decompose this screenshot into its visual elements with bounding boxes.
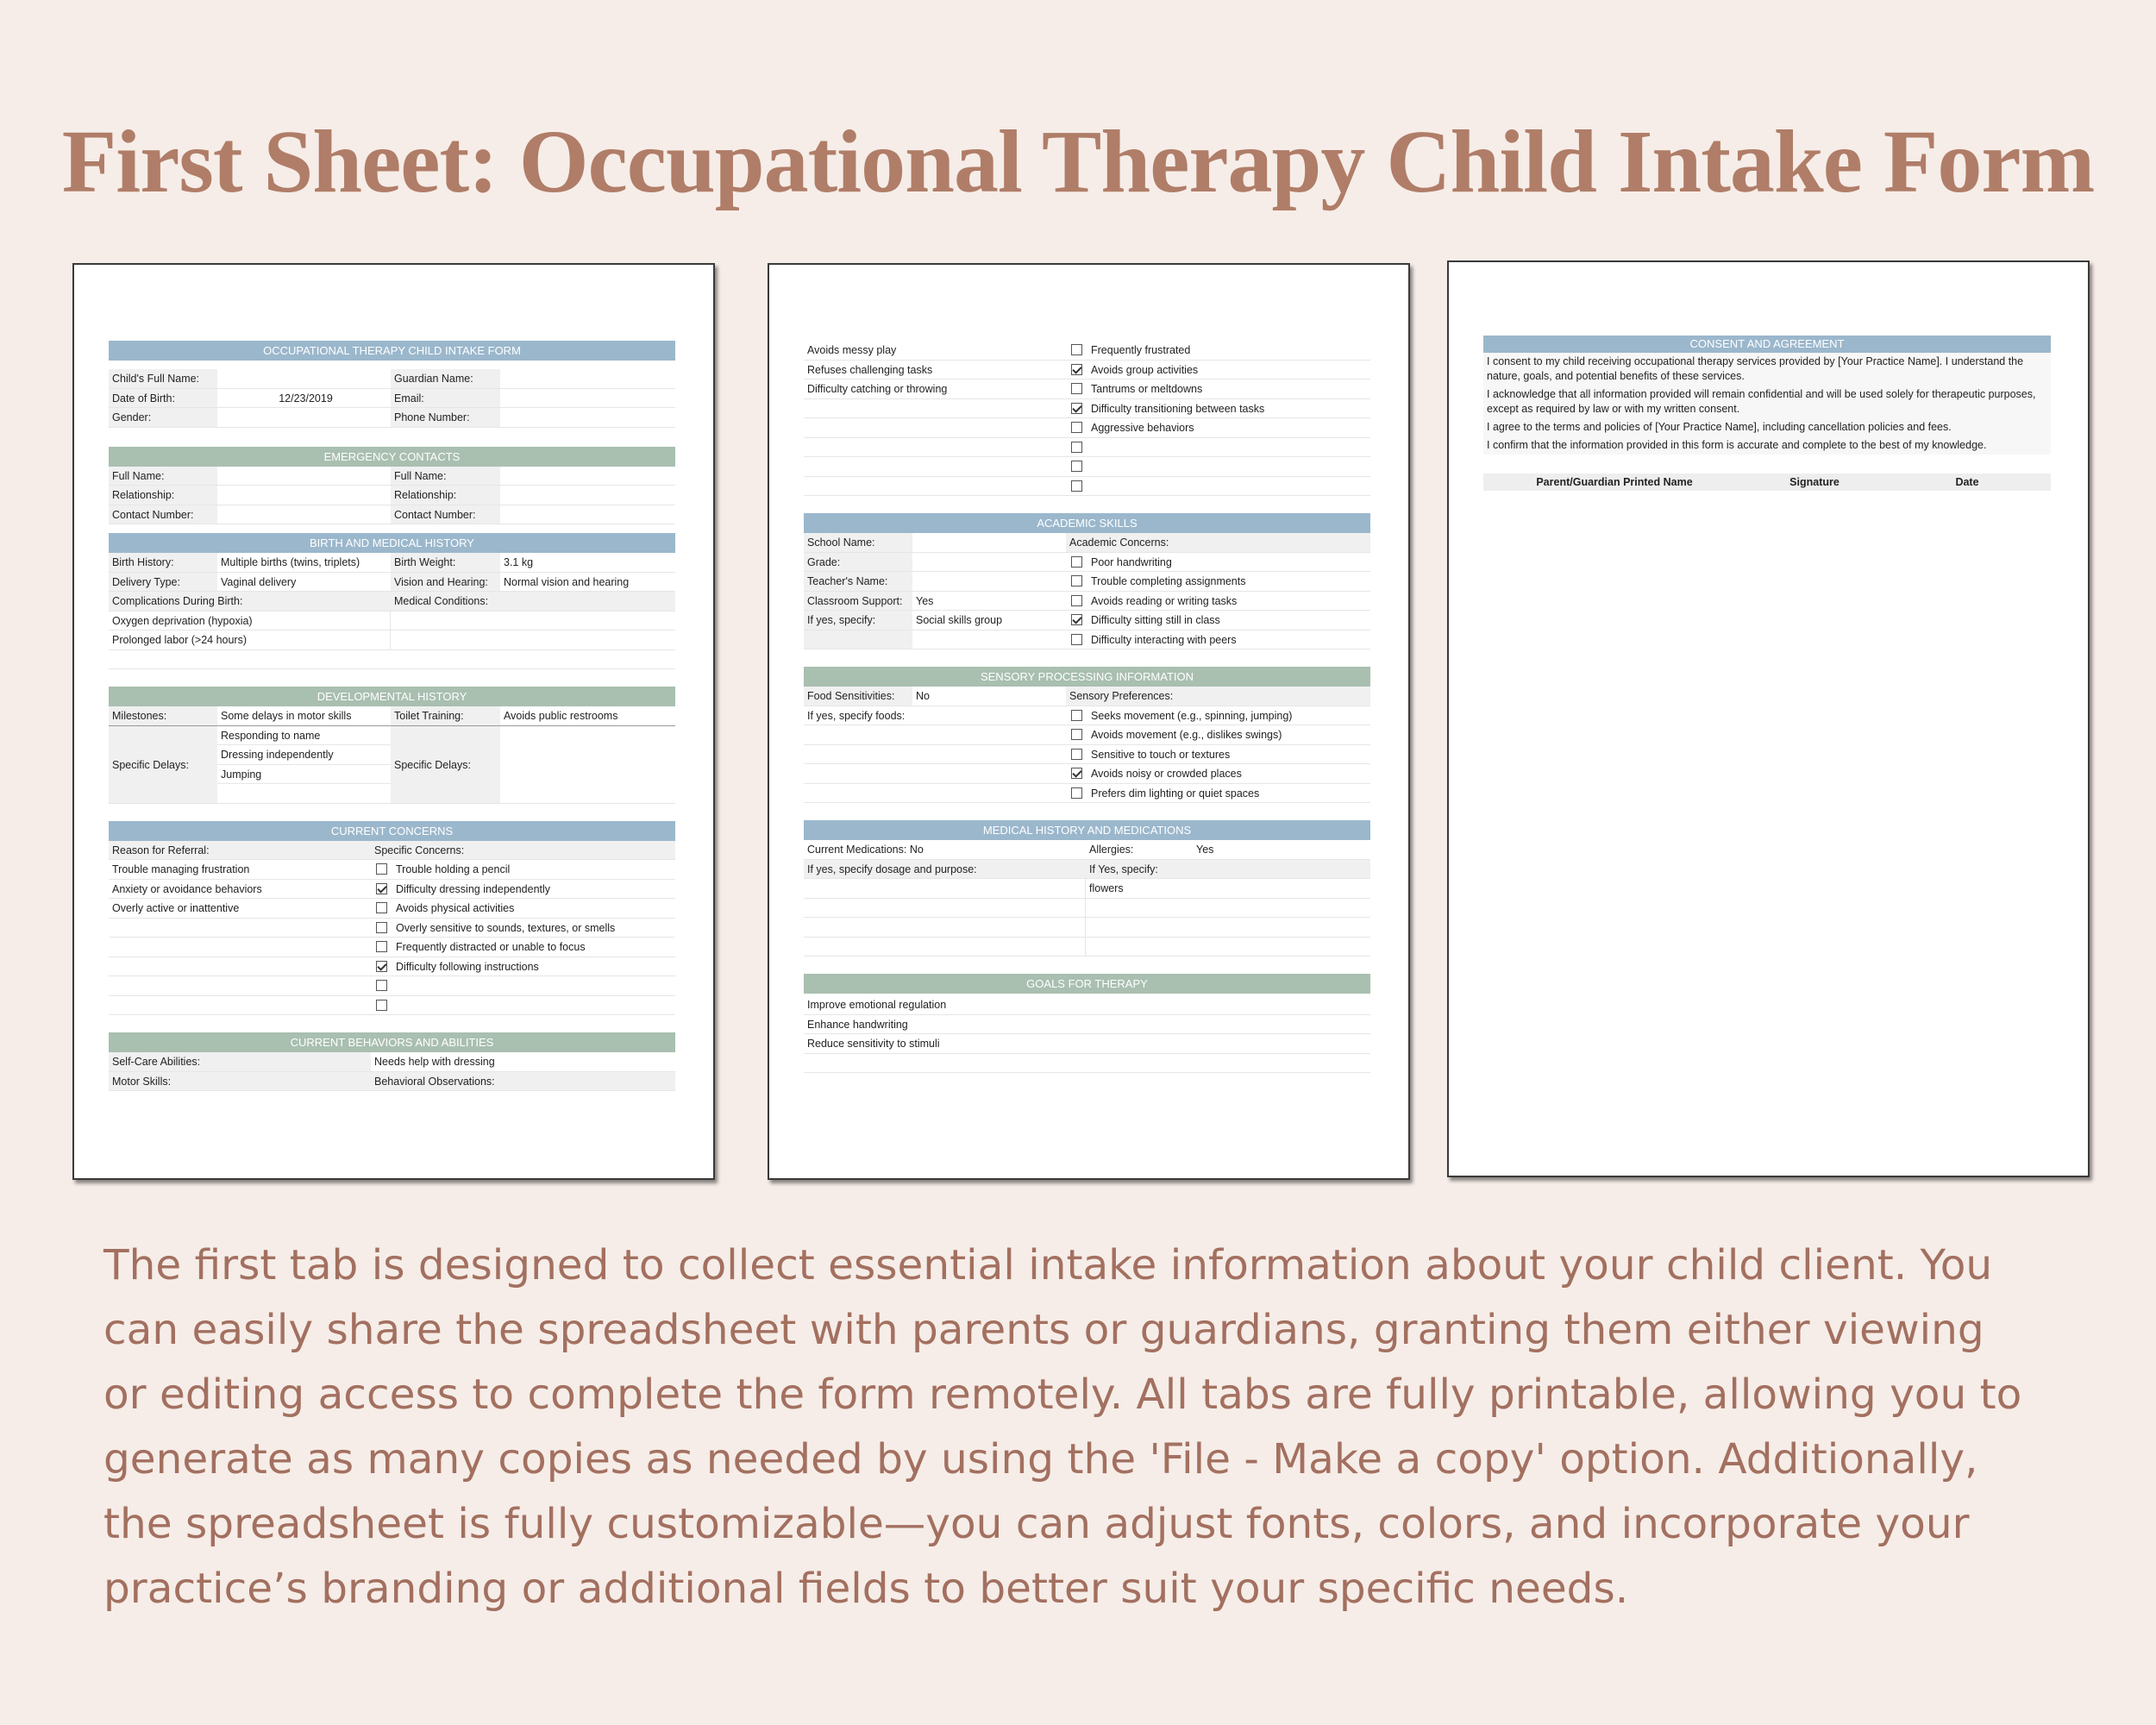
field-value[interactable]: [912, 630, 1066, 649]
complications-label: Complications During Birth:: [109, 592, 391, 611]
concern-checkbox-item: [371, 899, 675, 918]
allergies-value: Yes: [1196, 844, 1214, 856]
sensory-checkbox-item: [1066, 745, 1370, 764]
field-label: Birth Weight:: [391, 553, 500, 572]
checkbox[interactable]: [1071, 710, 1082, 721]
sensory-row: [804, 784, 1370, 804]
checkbox[interactable]: [1071, 595, 1082, 606]
sig-date-header: Date: [1955, 476, 1979, 488]
field-label: Date of Birth:: [109, 389, 217, 408]
checkbox-label: Aggressive behaviors: [1091, 422, 1194, 434]
behavior-item: [804, 418, 1066, 437]
behavior-checkbox-item: [1066, 438, 1370, 457]
allergy-specify-label: If Yes, specify:: [1089, 862, 1158, 875]
goal-row: [804, 1054, 1370, 1074]
description-line: can easily share the spreadsheet with parents or guardians, granting them either viewing: [103, 1306, 1984, 1354]
field-label: If yes, specify foods:: [807, 709, 906, 722]
behavior-row: [804, 477, 1370, 497]
goal-row: [804, 1034, 1370, 1054]
field-value[interactable]: [217, 408, 391, 427]
referral-item: [109, 938, 371, 957]
concern-row: [109, 919, 675, 938]
checkbox[interactable]: [1071, 442, 1082, 453]
checkbox[interactable]: [1071, 364, 1082, 375]
list-item: Oxygen deprivation (hypoxia): [109, 612, 391, 630]
field-value[interactable]: No: [916, 690, 930, 702]
concern-row: [109, 899, 675, 919]
meds-label: Current Medications:: [807, 844, 907, 856]
field-value[interactable]: [217, 505, 391, 524]
meds-value: No: [909, 844, 924, 856]
checkbox-label: Trouble holding a pencil: [396, 863, 511, 875]
checkbox[interactable]: [376, 980, 387, 991]
concern-row: [109, 996, 675, 1016]
behavior-row: [804, 380, 1370, 399]
concern-row: [109, 860, 675, 880]
academic-checkbox-item: [1066, 572, 1370, 591]
field-value[interactable]: Multiple births (twins, triplets): [221, 556, 360, 568]
milestones-row: [109, 706, 675, 726]
field-label: Phone Number:: [391, 408, 500, 427]
academic-checkbox-item: [1066, 611, 1370, 630]
academic-row: [804, 611, 1370, 630]
behavioral-label: Behavioral Observations:: [371, 1072, 675, 1091]
academic-checkbox-item: [1066, 630, 1370, 649]
specific-concerns-label: Specific Concerns:: [371, 841, 675, 860]
checkbox-label: Frequently distracted or unable to focus: [396, 941, 586, 953]
description-line: the spreadsheet is fully customizable—you can adjust fonts, colors, and incorporate your: [103, 1500, 1970, 1548]
concern-checkbox-item: [371, 938, 675, 957]
list-item: Prolonged labor (>24 hours): [109, 630, 391, 649]
milestones-label: Milestones:: [109, 706, 217, 725]
behavior-checkbox-item: [1066, 380, 1370, 398]
behavior-item: Refuses challenging tasks: [807, 363, 933, 376]
description-line: The first tab is designed to collect essential intake information about your child client. You: [103, 1241, 1993, 1289]
child-info-row: [109, 369, 675, 389]
academic-row: [804, 592, 1370, 612]
field-label: Contact Number:: [391, 505, 500, 524]
sensory-row: [804, 745, 1370, 765]
concern-checkbox-item: [371, 996, 675, 1015]
checkbox-label: Trouble completing assignments: [1091, 575, 1246, 587]
concern-checkbox-item: [371, 860, 675, 879]
behavior-item: [804, 399, 1066, 418]
allergy-specify-value: flowers: [1089, 882, 1124, 894]
field-label: Full Name:: [109, 467, 217, 486]
description-line: or editing access to complete the form remotely. All tabs are fully printable, allowing you to: [103, 1371, 2022, 1419]
delay-item: Dressing independently: [217, 745, 391, 765]
field-value[interactable]: [912, 572, 1066, 591]
dosage-label: If yes, specify dosage and purpose:: [807, 862, 977, 875]
field-value[interactable]: [912, 533, 1066, 552]
academic-checkbox-item: [1066, 553, 1370, 572]
concern-checkbox-item: [371, 919, 675, 938]
complication-row: [109, 630, 675, 650]
field-label: Vision and Hearing:: [391, 573, 500, 592]
field-value[interactable]: [500, 486, 675, 505]
field-label: Classroom Support:: [804, 592, 912, 611]
checkbox[interactable]: [376, 941, 387, 952]
checkbox-label: Seeks movement (e.g., spinning, jumping): [1091, 709, 1293, 722]
specific-delays-block: [109, 726, 675, 804]
checkbox[interactable]: [1071, 461, 1082, 472]
cell: [804, 725, 1066, 744]
behavior-checkbox-item: [1066, 457, 1370, 476]
medical-conditions-label: Medical Conditions:: [391, 592, 675, 611]
sensory-row: [804, 725, 1370, 745]
sig-signature-header: Signature: [1789, 476, 1839, 488]
field-label: Gender:: [109, 408, 217, 427]
referral-item: [109, 996, 371, 1015]
sensory-preferences-label: Sensory Preferences:: [1066, 687, 1370, 706]
field-label: Birth History:: [109, 553, 217, 572]
concerns-header-row: [109, 841, 675, 861]
cell: [391, 630, 675, 649]
child-info-row: [109, 389, 675, 409]
field-label: Contact Number:: [109, 505, 217, 524]
child-info-row: [109, 408, 675, 428]
checkbox[interactable]: [1071, 383, 1082, 394]
field-value[interactable]: [217, 486, 391, 505]
meds-cell: [804, 840, 1086, 859]
field-label: Food Sensitivities:: [804, 687, 912, 706]
section-header-concerns: CURRENT CONCERNS: [109, 821, 675, 841]
referral-item: Trouble managing frustration: [112, 863, 250, 875]
sensory-row: [804, 706, 1370, 726]
goal-item: Enhance handwriting: [807, 1018, 908, 1031]
checkbox-label: Avoids group activities: [1091, 363, 1199, 376]
intake-form-page-2: [804, 341, 1370, 1073]
emergency-row: [109, 467, 675, 486]
referral-item: Anxiety or avoidance behaviors: [112, 882, 262, 895]
concern-row: [109, 976, 675, 996]
section-header-developmental: DEVELOPMENTAL HISTORY: [109, 687, 675, 706]
consent-statement: I consent to my child receiving occupational therapy services provided by [Your Practice Name]. I understand the nature, goals, and potential benefits of these services.: [1487, 355, 2024, 382]
field-label: Grade:: [804, 553, 912, 572]
field-value[interactable]: [500, 369, 675, 388]
delay-item: Jumping: [217, 765, 391, 785]
section-header-intake: OCCUPATIONAL THERAPY CHILD INTAKE FORM: [109, 341, 675, 361]
field-label: Relationship:: [391, 486, 500, 505]
sheet-2-preview: [768, 263, 1410, 1180]
behavior-item: [804, 457, 1066, 476]
checkbox-label: Frequently frustrated: [1091, 344, 1191, 356]
allergy-value-row: [804, 879, 1370, 899]
checkbox[interactable]: [376, 902, 387, 913]
behavior-row: [804, 341, 1370, 361]
sensory-checkbox-item: [1066, 706, 1370, 725]
checkbox-label: Avoids physical activities: [396, 902, 515, 914]
field-label: Guardian Name:: [391, 369, 500, 388]
toilet-training-value: Avoids public restrooms: [504, 710, 618, 722]
field-value[interactable]: [500, 408, 675, 427]
selfcare-row: [109, 1052, 675, 1072]
blank-row: [804, 938, 1370, 957]
checkbox-label: Tantrums or meltdowns: [1091, 383, 1203, 395]
field-value[interactable]: Social skills group: [916, 614, 1003, 626]
behavior-checkbox-item: [1066, 399, 1370, 418]
field-value[interactable]: Normal vision and hearing: [504, 575, 630, 588]
checkbox-label: Difficulty interacting with peers: [1091, 633, 1237, 646]
complications-row: [109, 592, 675, 612]
checkbox-label: Difficulty transitioning between tasks: [1091, 402, 1265, 415]
checkbox[interactable]: [1071, 422, 1082, 433]
referral-label: Reason for Referral:: [109, 841, 371, 860]
section-header-emergency: EMERGENCY CONTACTS: [109, 447, 675, 467]
field-value[interactable]: [217, 467, 391, 486]
sensory-checkbox-item: [1066, 784, 1370, 803]
section-header-medical: MEDICAL HISTORY AND MEDICATIONS: [804, 820, 1370, 840]
concern-checkbox-item: [371, 976, 675, 995]
goal-row: [804, 995, 1370, 1015]
checkbox[interactable]: [1071, 634, 1082, 645]
birth-row: [109, 553, 675, 573]
blank-row: [109, 650, 675, 670]
field-value[interactable]: Vaginal delivery: [221, 575, 297, 588]
checkbox-label: Avoids noisy or crowded places: [1091, 768, 1242, 780]
consent-statement: I acknowledge that all information provided will remain confidential and will be used solely for therapeutic purposes, except as required by law or with my written consent.: [1487, 388, 2036, 415]
behavior-item: Difficulty catching or throwing: [807, 383, 948, 395]
sensory-row: [804, 764, 1370, 784]
academic-row: [804, 553, 1370, 573]
field-label: Relationship:: [109, 486, 217, 505]
complication-row: [109, 612, 675, 631]
checkbox[interactable]: [376, 863, 387, 875]
checkbox[interactable]: [1071, 749, 1082, 760]
checkbox-label: Poor handwriting: [1091, 555, 1172, 568]
academic-checkbox-item: [1066, 592, 1370, 611]
checkbox[interactable]: [1071, 787, 1082, 799]
goal-row: [804, 1015, 1370, 1035]
referral-item: [109, 957, 371, 976]
meds-row: [804, 840, 1370, 860]
field-value[interactable]: [500, 389, 675, 408]
section-header-behaviors: CURRENT BEHAVIORS AND ABILITIES: [109, 1032, 675, 1052]
referral-item: [109, 919, 371, 938]
checkbox-label: Difficulty following instructions: [396, 960, 539, 973]
checkbox[interactable]: [376, 922, 387, 933]
field-label: Child's Full Name:: [109, 369, 217, 388]
cell: [391, 612, 675, 630]
sensory-checkbox-item: [1066, 725, 1370, 744]
checkbox-label: Avoids movement (e.g., dislikes swings): [1091, 729, 1282, 741]
motor-row: [109, 1072, 675, 1092]
consent-page: [1483, 336, 2051, 491]
checkbox[interactable]: [1071, 614, 1082, 625]
birth-row: [109, 573, 675, 593]
sensory-checkbox-item: [1066, 764, 1370, 783]
section-header-academic: ACADEMIC SKILLS: [804, 513, 1370, 533]
checkbox-label: Prefers dim lighting or quiet spaces: [1091, 787, 1260, 800]
section-header-sensory: SENSORY PROCESSING INFORMATION: [804, 667, 1370, 687]
checkbox-label: Overly sensitive to sounds, textures, or smells: [396, 921, 616, 934]
dosage-row: [804, 860, 1370, 880]
field-label: Email:: [391, 389, 500, 408]
behavior-checkbox-item: [1066, 361, 1370, 380]
sheet-3-preview: [1447, 260, 2090, 1177]
concern-row: [109, 880, 675, 900]
checkbox[interactable]: [1071, 556, 1082, 568]
behavior-row: [804, 418, 1370, 438]
field-value[interactable]: [500, 467, 675, 486]
field-label: Teacher's Name:: [804, 572, 912, 591]
blank-row: [804, 899, 1370, 919]
field-label: Full Name:: [391, 467, 500, 486]
concern-row: [109, 938, 675, 957]
behavior-row: [804, 399, 1370, 419]
checkbox[interactable]: [1071, 344, 1082, 355]
description-line: practice’s branding or additional fields to better suit your specific needs.: [103, 1565, 1629, 1613]
checkbox[interactable]: [1071, 575, 1082, 586]
checkbox-label: Difficulty dressing independently: [396, 882, 551, 895]
cell: [804, 764, 1066, 783]
field-label: If yes, specify:: [804, 611, 912, 630]
specific-delays-label-2: Specific Delays:: [391, 726, 500, 803]
goal-item: [804, 1054, 1370, 1073]
field-value[interactable]: [500, 505, 675, 524]
milestones-value: Some delays in motor skills: [221, 710, 352, 722]
page-title: First Sheet: Occupational Therapy Child Intake Form: [61, 112, 2095, 211]
referral-item: Overly active or inattentive: [112, 902, 240, 914]
field-label: Delivery Type:: [109, 573, 217, 592]
description-text: [103, 1233, 2087, 1622]
cell: [804, 745, 1066, 764]
concern-checkbox-item: [371, 957, 675, 976]
specific-delays-label: Specific Delays:: [109, 726, 217, 803]
consent-statement: I agree to the terms and policies of [Your Practice Name], including cancellation policies and fees.: [1487, 421, 1952, 433]
behavior-item: [804, 438, 1066, 457]
academic-row: [804, 572, 1370, 592]
behavior-item: Avoids messy play: [807, 344, 897, 356]
checkbox-label: Sensitive to touch or textures: [1091, 748, 1231, 761]
checkbox[interactable]: [1071, 480, 1082, 492]
selfcare-value: Needs help with dressing: [374, 1056, 495, 1068]
academic-concerns-label: Academic Concerns:: [1066, 533, 1370, 552]
behavior-row: [804, 361, 1370, 380]
checkbox[interactable]: [376, 1000, 387, 1011]
concern-row: [109, 957, 675, 977]
emergency-row: [109, 486, 675, 505]
field-value[interactable]: 3.1 kg: [504, 556, 534, 568]
delay-item: Responding to name: [217, 726, 391, 746]
behavior-checkbox-item: [1066, 341, 1370, 360]
referral-item: [109, 976, 371, 995]
field-value[interactable]: 12/23/2019: [279, 392, 333, 405]
consent-statement: I confirm that the information provided in this form is accurate and complete to the best of my knowledge.: [1487, 439, 1987, 451]
field-label: School Name:: [804, 533, 912, 552]
section-header-goals: GOALS FOR THERAPY: [804, 974, 1370, 994]
concern-checkbox-item: [371, 880, 675, 899]
signature-row: [1483, 474, 2051, 491]
checkbox[interactable]: [376, 883, 387, 894]
checkbox-label: Avoids reading or writing tasks: [1091, 594, 1238, 607]
blank-row: [804, 918, 1370, 938]
section-header-birth: BIRTH AND MEDICAL HISTORY: [109, 533, 675, 553]
behavior-row: [804, 457, 1370, 477]
field-label: [804, 630, 912, 649]
intake-form-page-1: [109, 341, 675, 1091]
field-value[interactable]: Yes: [916, 594, 934, 607]
field-value[interactable]: [217, 369, 391, 388]
emergency-row: [109, 505, 675, 525]
behavior-row: [804, 438, 1370, 458]
toilet-training-label: Toilet Training:: [391, 706, 500, 725]
sig-name-header: Parent/Guardian Printed Name: [1536, 476, 1693, 488]
checkbox[interactable]: [1071, 729, 1082, 740]
checkbox[interactable]: [376, 961, 387, 972]
goal-item: Improve emotional regulation: [807, 999, 947, 1011]
description-line: generate as many copies as needed by using the 'File - Make a copy' option. Additionally,: [103, 1435, 1978, 1484]
academic-row: [804, 533, 1370, 553]
sensory-row: [804, 687, 1370, 706]
cell: [804, 784, 1066, 803]
checkbox-label: Difficulty sitting still in class: [1091, 614, 1220, 626]
behavior-checkbox-item: [1066, 418, 1370, 437]
checkbox[interactable]: [1071, 768, 1082, 779]
sheet-1-preview: [72, 263, 715, 1180]
selfcare-label: Self-Care Abilities:: [109, 1052, 371, 1071]
academic-row: [804, 630, 1370, 650]
behavior-item: [804, 477, 1066, 496]
goal-item: Reduce sensitivity to stimuli: [807, 1038, 940, 1050]
allergies-label: Allergies:: [1089, 844, 1134, 856]
field-value[interactable]: [912, 553, 1066, 572]
checkbox[interactable]: [1071, 403, 1082, 414]
motor-label: Motor Skills:: [109, 1072, 371, 1091]
section-header-consent: CONSENT AND AGREEMENT: [1483, 336, 2051, 353]
behavior-checkbox-item: [1066, 477, 1370, 496]
